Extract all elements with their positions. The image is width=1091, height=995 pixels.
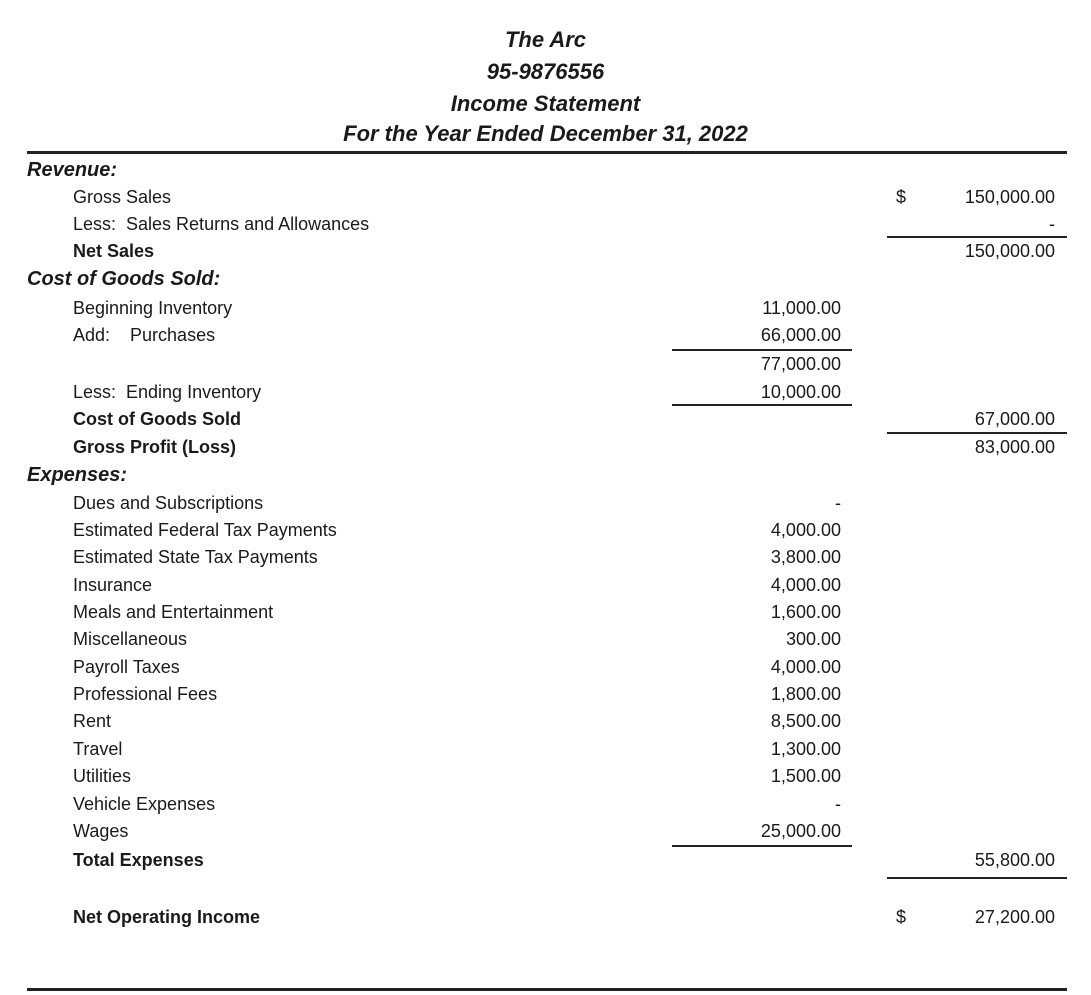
expense-label: Miscellaneous: [73, 629, 188, 649]
revenue-heading: Revenue:: [27, 159, 118, 181]
expense-row: [0, 736, 1091, 763]
expense-row: [0, 490, 1091, 517]
expense-label: Payroll Taxes: [73, 657, 180, 677]
expense-row: [0, 708, 1091, 735]
statement-period: For the Year Ended December 31, 2022: [343, 121, 748, 146]
gross-sales-currency: $: [896, 187, 907, 207]
ending-inventory-amount: 10,000.00: [760, 382, 841, 402]
expense-row: [0, 654, 1091, 681]
beginning-inventory-amount: 11,000.00: [762, 298, 841, 318]
revenue-section: [0, 157, 1091, 184]
total-expenses-rule: [887, 877, 1067, 879]
cogs-total-label: Cost of Goods Sold: [73, 409, 241, 429]
expenses-heading: Expenses:: [27, 464, 128, 486]
expense-row: [0, 818, 1091, 845]
beginning-inventory-row: [0, 295, 1091, 322]
expense-amount: 4,000.00: [770, 575, 841, 595]
gross-sales-label: Gross Sales: [73, 187, 172, 207]
expense-amount: 8,500.00: [770, 711, 841, 731]
ending-inventory-row: [0, 379, 1091, 406]
net-operating-income-currency: $: [896, 907, 907, 927]
expense-label: Rent: [73, 711, 112, 731]
expense-label: Wages: [73, 821, 129, 841]
gross-profit-row: [0, 434, 1091, 461]
inventory-subtotal-amount: 77,000.00: [760, 354, 841, 374]
expense-row: [0, 626, 1091, 653]
expense-label: Meals and Entertainment: [73, 602, 274, 622]
cogs-total-row: [0, 406, 1091, 433]
gross-sales-amount: 150,000.00: [964, 187, 1055, 207]
inventory-subtotal-row: [0, 351, 1091, 378]
expense-amount: 3,800.00: [770, 547, 841, 567]
expense-label: Insurance: [73, 575, 153, 595]
net-sales-label: Net Sales: [73, 241, 155, 261]
expense-label: Dues and Subscriptions: [73, 493, 264, 513]
total-expenses-amount: 55,800.00: [974, 850, 1055, 870]
expenses-section: [0, 462, 1091, 489]
expense-amount: 1,600.00: [770, 602, 841, 622]
gross-sales-row: [0, 184, 1091, 211]
cogs-section: [0, 266, 1091, 293]
expense-amount: -: [835, 493, 841, 513]
net-operating-income-label: Net Operating Income: [73, 907, 261, 927]
total-expenses-row: [0, 847, 1091, 874]
expense-amount: 1,300.00: [770, 739, 841, 759]
cogs-heading: Cost of Goods Sold:: [27, 268, 221, 290]
expense-row: [0, 681, 1091, 708]
expense-label: Travel: [73, 739, 123, 759]
net-sales-row: [0, 238, 1091, 265]
gross-profit-label: Gross Profit (Loss): [73, 437, 237, 457]
purchases-row: [0, 322, 1091, 349]
gross-profit-amount: 83,000.00: [974, 437, 1055, 457]
purchases-amount: 66,000.00: [760, 325, 841, 345]
cogs-total-amount: 67,000.00: [974, 409, 1055, 429]
expense-row: [0, 763, 1091, 790]
purchases-label: Add: Purchases: [73, 325, 216, 345]
net-operating-income-amount: 27,200.00: [974, 907, 1055, 927]
statement-title: Income Statement: [450, 91, 641, 116]
expense-amount: 25,000.00: [760, 821, 841, 841]
expense-amount: 1,800.00: [770, 684, 841, 704]
sales-returns-row: [0, 211, 1091, 238]
net-sales-amount: 150,000.00: [964, 241, 1055, 261]
expense-label: Professional Fees: [73, 684, 218, 704]
ending-inventory-label: Less: Ending Inventory: [73, 382, 262, 402]
ein: 95-9876556: [486, 59, 605, 84]
expense-label: Estimated Federal Tax Payments: [73, 520, 337, 540]
expense-row: [0, 572, 1091, 599]
sales-returns-label: Less: Sales Returns and Allowances: [73, 214, 370, 234]
expense-row: [0, 791, 1091, 818]
sales-returns-amount: -: [1049, 214, 1055, 234]
header-rule: [27, 151, 1067, 154]
beginning-inventory-label: Beginning Inventory: [73, 298, 233, 318]
expense-row: [0, 544, 1091, 571]
total-expenses-label: Total Expenses: [73, 850, 204, 870]
expense-row: [0, 517, 1091, 544]
net-operating-income-row: [0, 904, 1091, 931]
expense-label: Vehicle Expenses: [73, 794, 216, 814]
expense-amount: 1,500.00: [770, 766, 841, 786]
expense-row: [0, 599, 1091, 626]
footer-rule: [27, 988, 1067, 991]
org-name: The Arc: [504, 27, 587, 52]
expense-amount: 4,000.00: [770, 657, 841, 677]
expense-label: Estimated State Tax Payments: [73, 547, 318, 567]
expense-label: Utilities: [73, 766, 132, 786]
expense-amount: -: [835, 794, 841, 814]
expense-amount: 4,000.00: [770, 520, 841, 540]
expense-amount: 300.00: [785, 629, 841, 649]
